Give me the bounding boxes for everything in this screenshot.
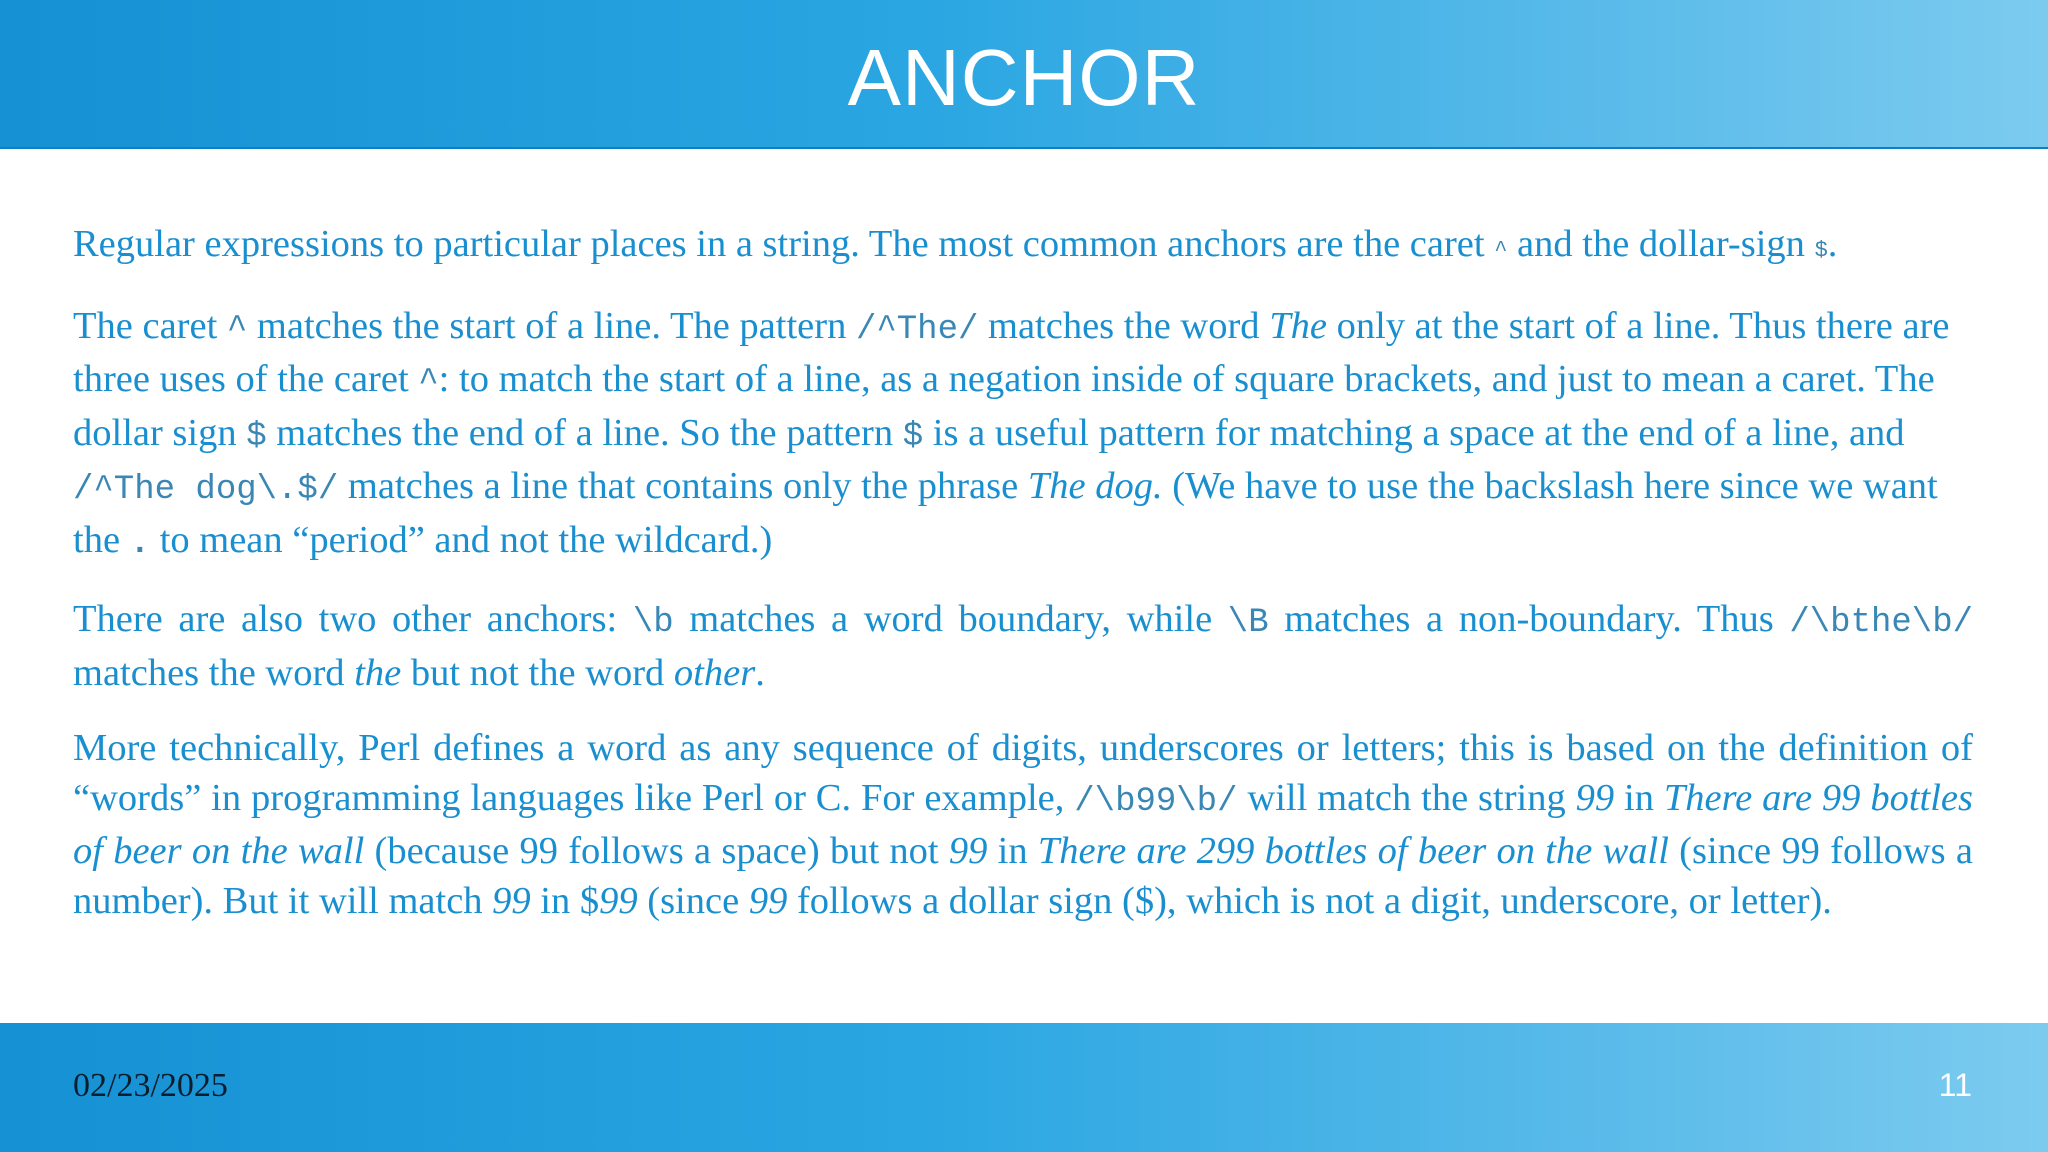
body-text: (because 99 follows a space) but not — [364, 830, 949, 872]
body-text: to mean “period” and not the wildcard.) — [150, 518, 773, 561]
code-non-boundary: \B — [1227, 604, 1269, 642]
body-text: : to match the start of a line, as a negation inside of square brackets, and just to mean a caret. The dollar sign — [73, 358, 1935, 454]
code-caret: ^ — [418, 364, 439, 402]
slide-title: ANCHOR — [847, 33, 1201, 122]
italic-term: other — [673, 651, 756, 694]
body-text: (We have to use the backslash here since we want the — [73, 465, 1938, 561]
italic-example: There are 99 bottles of beer on the wall — [73, 776, 1973, 872]
body-text: matches the word — [73, 651, 355, 694]
body-text: matches a line that contains only the phrase — [338, 465, 1028, 507]
slide-page-number: 11 — [1938, 1067, 1972, 1103]
italic-term: 99 — [948, 830, 988, 872]
code-dollar: $ — [1814, 238, 1828, 263]
italic-term: The — [1269, 304, 1327, 347]
italic-example: There are 299 bottles of beer on the wall — [1037, 830, 1669, 872]
body-text: matches a word boundary, while — [673, 598, 1228, 640]
body-text: follows a dollar sign ($), which is not a digit, underscore, or letter). — [787, 879, 1832, 922]
body-text: is a useful pattern for matching a space at the end of a line, and — [923, 411, 1905, 454]
body-text: will match the string — [1237, 776, 1576, 819]
paragraph-caret-dollar — [73, 302, 1973, 570]
body-text: matches a non-boundary. Thus — [1268, 598, 1790, 640]
body-text: matches the word — [978, 304, 1270, 347]
slide-header — [0, 0, 2048, 149]
body-text: The caret — [73, 304, 227, 347]
slide-body — [73, 220, 1973, 952]
body-text: More technically, Perl defines a word as any sequence of digits, underscores or letters; this is based on the definition of “words” in programming languages like Perl or C. For example, — [73, 727, 1973, 819]
body-text: in — [987, 830, 1038, 872]
body-text: (since — [637, 879, 749, 922]
paragraph-anchors-intro — [73, 220, 1973, 276]
italic-term: the — [354, 651, 402, 694]
italic-term: The dog. — [1027, 465, 1163, 507]
body-text: in — [1614, 776, 1664, 819]
body-text: . — [1827, 223, 1838, 265]
code-word-boundary: \b — [632, 604, 674, 642]
italic-term: 99 — [492, 879, 531, 922]
slide-footer — [0, 1023, 2048, 1152]
code-caret: ^ — [1494, 238, 1508, 263]
code-pattern: /^The dog\.$/ — [73, 471, 339, 509]
italic-term: 99 — [599, 879, 638, 922]
paragraph-perl-words — [73, 724, 1973, 926]
italic-term: 99 — [748, 879, 788, 922]
body-text: and the dollar-sign — [1507, 223, 1815, 265]
code-dollar: $ — [902, 417, 924, 456]
code-pattern: /^The/ — [855, 310, 979, 349]
body-text: Regular expressions to particular places in a string. The most common anchors are the caret — [73, 223, 1495, 265]
italic-term: 99 — [1575, 776, 1615, 819]
code-caret: ^ — [226, 310, 248, 349]
body-text: matches the end of a line. So the pattern — [266, 411, 903, 454]
code-dollar: $ — [246, 417, 267, 456]
code-pattern: /\bthe\b/ — [1789, 604, 1974, 642]
body-text: only at the start of a line. Thus there are three uses of the caret — [73, 304, 1950, 400]
body-text: $ — [579, 879, 600, 922]
body-text: . — [755, 651, 765, 694]
body-text: but not the word — [401, 651, 674, 694]
code-period: . — [129, 524, 151, 563]
body-text: (since 99 follows a number). But it will match — [73, 830, 1973, 922]
slide-date: 02/23/2025 — [73, 1067, 228, 1104]
code-pattern: /\b99\b/ — [1074, 782, 1238, 821]
paragraph-word-boundary — [73, 595, 1973, 698]
body-text: matches the start of a line. The pattern — [247, 304, 856, 347]
body-text: in — [530, 879, 580, 922]
body-text: There are also two other anchors: — [73, 598, 633, 640]
